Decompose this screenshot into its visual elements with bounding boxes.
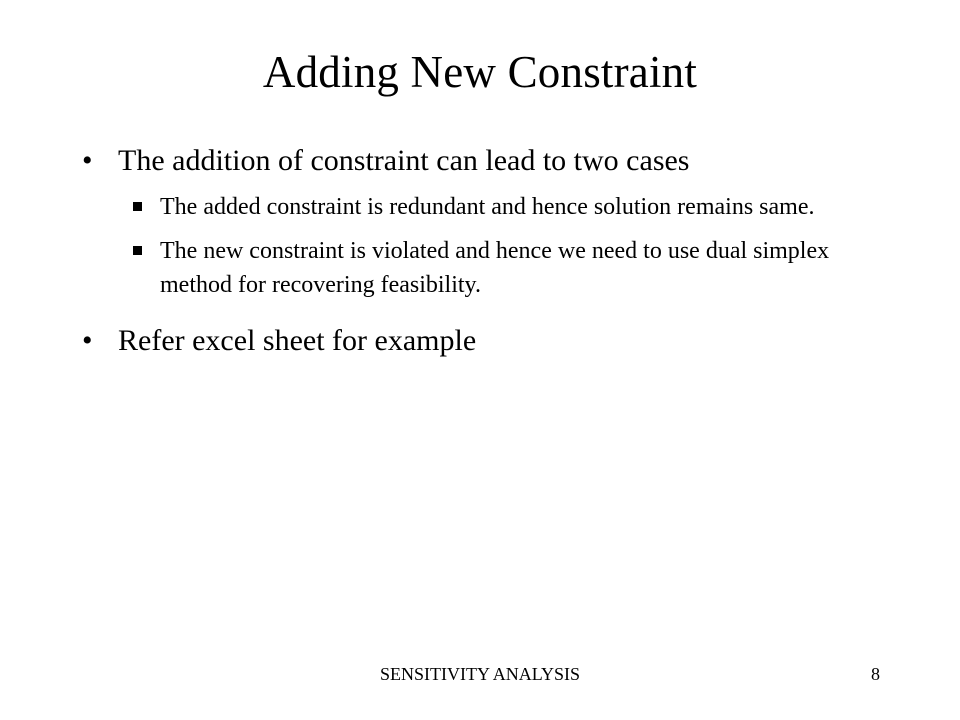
page-number: 8 xyxy=(871,664,880,684)
sub-bullet-item xyxy=(80,234,880,302)
square-bullet-icon xyxy=(133,202,142,211)
sub-bullet-text: The new constraint is violated and hence we need to use dual simplex method for recovering feasibility. xyxy=(160,238,830,298)
sub-bullet-item xyxy=(80,190,880,224)
bullet-text: Refer excel sheet for example xyxy=(118,324,477,357)
footer-title: SENSITIVITY ANALYSIS xyxy=(379,664,581,684)
slide-content xyxy=(80,140,880,362)
square-bullet-icon xyxy=(133,246,142,255)
sub-bullet-text: The added constraint is redundant and hence solution remains same. xyxy=(160,194,815,220)
bullet-text: The addition of constraint can lead to two cases xyxy=(118,144,690,177)
bullet-item xyxy=(80,140,880,182)
bullet-item xyxy=(80,320,880,362)
bullet-icon: • xyxy=(82,144,93,177)
slide-title: Adding New Constraint xyxy=(262,47,698,97)
bullet-icon: • xyxy=(82,324,93,357)
